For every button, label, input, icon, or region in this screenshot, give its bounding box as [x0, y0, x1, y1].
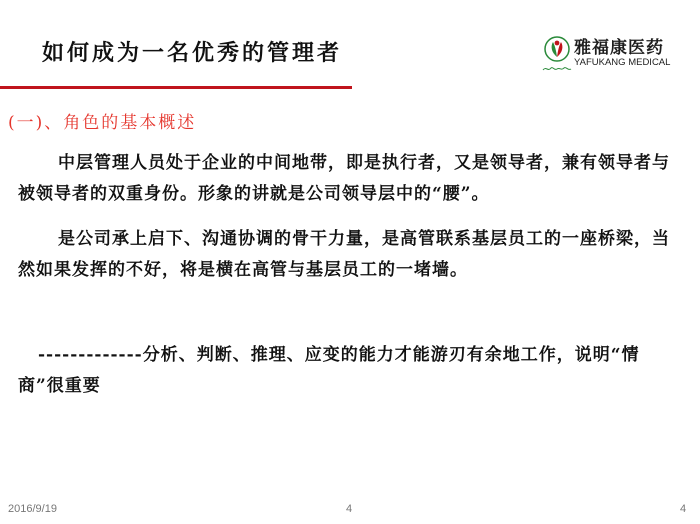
- logo-signature: [542, 65, 572, 73]
- slide-title: 如何成为一名优秀的管理者: [42, 40, 343, 66]
- paragraph-role-overview: 中层管理人员处于企业的中间地带，即是执行者，又是领导者，兼有领导者与被领导者的双重身份。形象的讲就是公司领导层中的“腰”。: [18, 153, 670, 204]
- footer-page-number: 4: [346, 503, 353, 515]
- paragraph-bridge-role: 是公司承上启下、沟通协调的骨干力量，是高管联系基层员工的一座桥梁，当然如果发挥的不好，将是横在高管与基层员工的一堵墙。: [18, 229, 670, 280]
- paragraph-eq-importance: -------------分析、判断、推理、应变的能力才能游刃有余地工作，说明“情商”很重要: [18, 345, 640, 396]
- footer-date: 2016/9/19: [8, 503, 57, 515]
- logo-name-cn: 雅福康医药: [574, 38, 664, 58]
- company-logo: [540, 30, 686, 74]
- section-heading: (一)、角色的基本概述: [8, 113, 197, 133]
- title-underline: [0, 86, 352, 89]
- leaf-logo-icon: [544, 36, 570, 62]
- slide-number: 4: [680, 503, 687, 515]
- logo-name-en: YAFUKANG MEDICAL: [574, 57, 671, 68]
